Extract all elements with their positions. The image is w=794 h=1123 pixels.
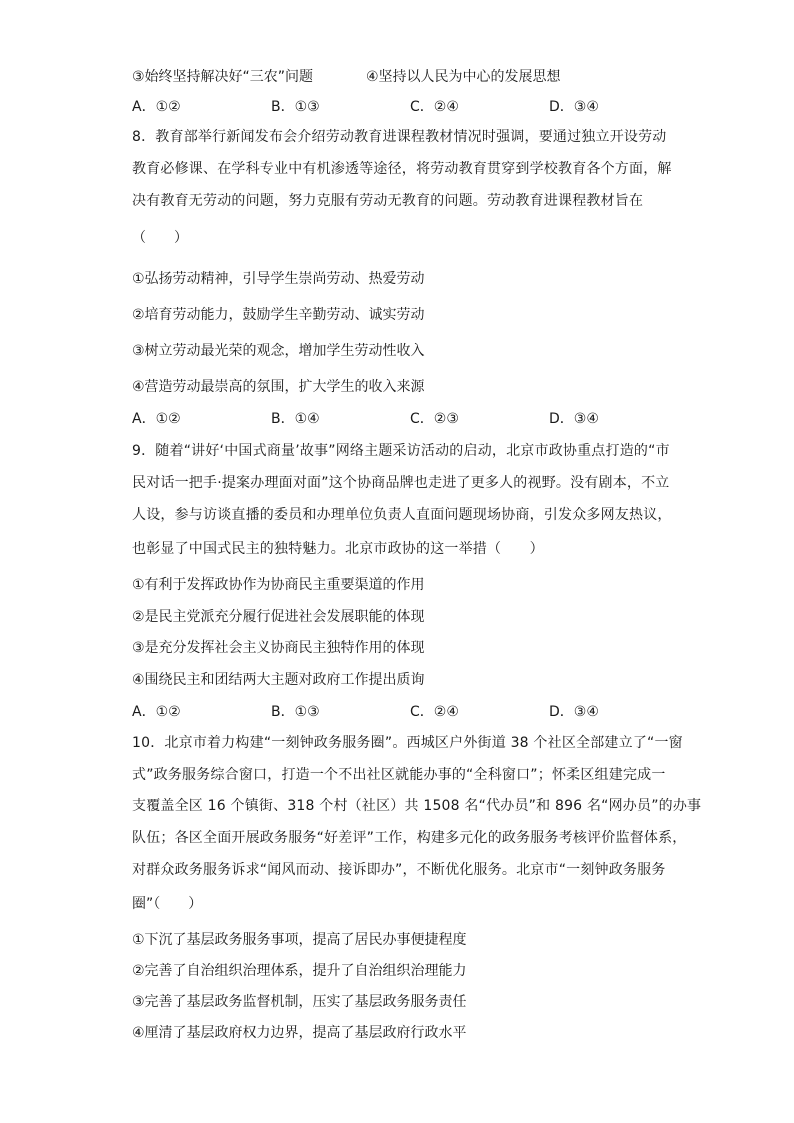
q9-item-4: ④围绕民主和团结两大主题对政府工作提出质询 <box>132 672 425 688</box>
q8-option-a[interactable]: A．①② <box>132 411 181 427</box>
q8-options <box>132 410 672 428</box>
q7-item-3: ③始终坚持解决好“三农”问题 <box>132 69 314 85</box>
q9-stem-line-3: 人设，参与访谈直播的委员和办理单位负责人直面问题现场协商，引发众多网友热议， <box>132 507 672 523</box>
q9-item-1: ①有利于发挥政协作为协商民主重要渠道的作用 <box>132 577 425 593</box>
q9-item-3: ③是充分发挥社会主义协商民主独特作用的体现 <box>132 640 425 656</box>
q8-answer-bracket: （ ） <box>132 230 188 246</box>
q9-option-b[interactable]: B．①③ <box>271 704 320 720</box>
q10-stem-line-3: 支覆盖全区 16 个镇街、318 个村（社区）共 1508 名“代办员”和 896 名“网办员”的办事 <box>132 798 702 814</box>
q8-item-1: ①弘扬劳动精神，引导学生崇尚劳动、热爱劳动 <box>132 271 425 287</box>
q9-stem-line-1: 9．随着“讲好‘中国式商量’故事”网络主题采访活动的启动，北京市政协重点打造的“市 <box>132 443 670 459</box>
q10-item-3: ③完善了基层政务监督机制，压实了基层政务服务责任 <box>132 994 467 1010</box>
q10-stem-line-2: 式”政务服务综合窗口，打造一个不出社区就能办事的“全科窗口”；怀柔区组建完成一 <box>132 767 666 783</box>
q10-stem-line-5: 对群众政务服务诉求“闻风而动、接诉即办”，不断优化服务。北京市“一刻钟政务服务 <box>132 862 666 878</box>
q10-answer-bracket: 圈”（ ） <box>132 896 203 912</box>
q8-option-d[interactable]: D．③④ <box>549 411 599 427</box>
q9-options <box>132 703 672 721</box>
q8-item-4: ④营造劳动最崇高的氛围，扩大学生的收入来源 <box>132 379 425 395</box>
q7-option-a[interactable]: A．①② <box>132 99 181 115</box>
q8-stem-line-2: 教育必修课、在学科专业中有机渗透等途径，将劳动教育贯穿到学校教育各个方面，解 <box>132 161 672 177</box>
q8-stem-line-3: 决有教育无劳动的问题，努力克服有劳动无教育的问题。劳动教育进课程教材旨在 <box>132 193 644 209</box>
q7-option-b[interactable]: B．①③ <box>271 99 320 115</box>
q10-item-4: ④厘清了基层政府权力边界，提高了基层政府行政水平 <box>132 1025 467 1041</box>
q7-item-4: ④坚持以人民为中心的发展思想 <box>366 69 561 85</box>
q9-option-a[interactable]: A．①② <box>132 704 181 720</box>
q8-item-3: ③树立劳动最光荣的观念，增加学生劳动性收入 <box>132 343 425 359</box>
q7-option-d[interactable]: D．③④ <box>549 99 599 115</box>
q9-item-2: ②是民主党派充分履行促进社会发展职能的体现 <box>132 609 425 625</box>
q9-stem-line-2: 民对话一把手·提案办理面对面”这个协商品牌也走进了更多人的视野。没有剧本，不立 <box>132 475 670 491</box>
q10-stem-line-1: 10．北京市着力构建“一刻钟政务服务圈”。西城区户外街道 38 个社区全部建立了“一窗 <box>132 735 683 751</box>
q10-stem-line-4: 队伍；各区全面开展政务服务“好差评”工作，构建多元化的政务服务考核评价监督体系， <box>132 830 687 846</box>
q7-option-c[interactable]: C．②④ <box>410 99 459 115</box>
q8-option-b[interactable]: B．①④ <box>271 411 320 427</box>
q8-item-2: ②培育劳动能力，鼓励学生辛勤劳动、诚实劳动 <box>132 307 425 323</box>
q9-option-d[interactable]: D．③④ <box>549 704 599 720</box>
q9-stem-line-4: 也彰显了中国式民主的独特魅力。北京市政协的这一举措（ ） <box>132 541 544 557</box>
q7-options <box>132 98 672 116</box>
q8-stem-line-1: 8．教育部举行新闻发布会介绍劳动教育进课程教材情况时强调，要通过独立开设劳动 <box>132 129 667 145</box>
q8-option-c[interactable]: C．②③ <box>410 411 459 427</box>
q9-option-c[interactable]: C．②④ <box>410 704 459 720</box>
q10-item-1: ①下沉了基层政务服务事项，提高了居民办事便捷程度 <box>132 932 467 948</box>
q10-item-2: ②完善了自治组织治理体系，提升了自治组织治理能力 <box>132 963 467 979</box>
